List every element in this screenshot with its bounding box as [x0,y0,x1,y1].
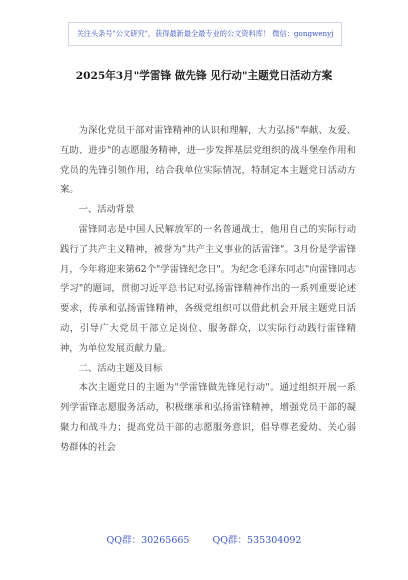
qq-group-1: QQ群：30265665 [106,535,190,546]
banner-text: 关注头条号"公文研究"，获得最新最全最专业的公文资料库！ 微信：gongwenyj [76,29,334,38]
qq-group-2: QQ群：535304092 [212,535,302,546]
header-banner [68,22,342,46]
section-heading-theme: 二、活动主题及目标 [78,362,163,374]
section-heading-background: 一、活动背景 [78,204,135,216]
document-body [60,121,356,458]
footer-qq-groups [0,532,408,546]
theme-paragraph: 本次主题党日的主题为"学雷锋做先锋见行动"。通过组织开展一系列学雷锋志愿服务活动，积极继承和弘扬雷锋精神，增强党员干部的凝聚力和战斗力；提高党员干部的志愿服务意识，倡导尊老爱幼、关心弱势群体的社会 [60,382,356,453]
background-paragraph: 雷锋同志是中国人民解放军的一名普通战士，他用自己的实际行动践行了共产主义精神，被誉为"共产主义事业的活雷锋"。3月份是学雷锋月，今年将迎来第62个"学雷锋纪念日"。为纪念毛泽东同志"向雷锋同志学习"的题词，贯彻习近平总书记对弘扬雷锋精神作出的一系列重要论述要求，传承和弘扬雷锋精神，各级党组织可以借此机会开展主题党日活动，引导广大党员干部立足岗位、服务群众，以实际行动践行雷锋精神，为单位发展贡献力量。 [60,223,356,354]
intro-paragraph: 为深化党员干部对雷锋精神的认识和理解，大力弘扬"奉献、友爱、互助、进步"的志愿服务精神，进一步发挥基层党组织的战斗堡垒作用和党员的先锋引领作用，结合我单位实际情况，特制定本主题党日活动方案。 [60,125,356,196]
document-title: 2025年3月"学雷锋 做先锋 见行动"主题党日活动方案 [75,70,333,82]
